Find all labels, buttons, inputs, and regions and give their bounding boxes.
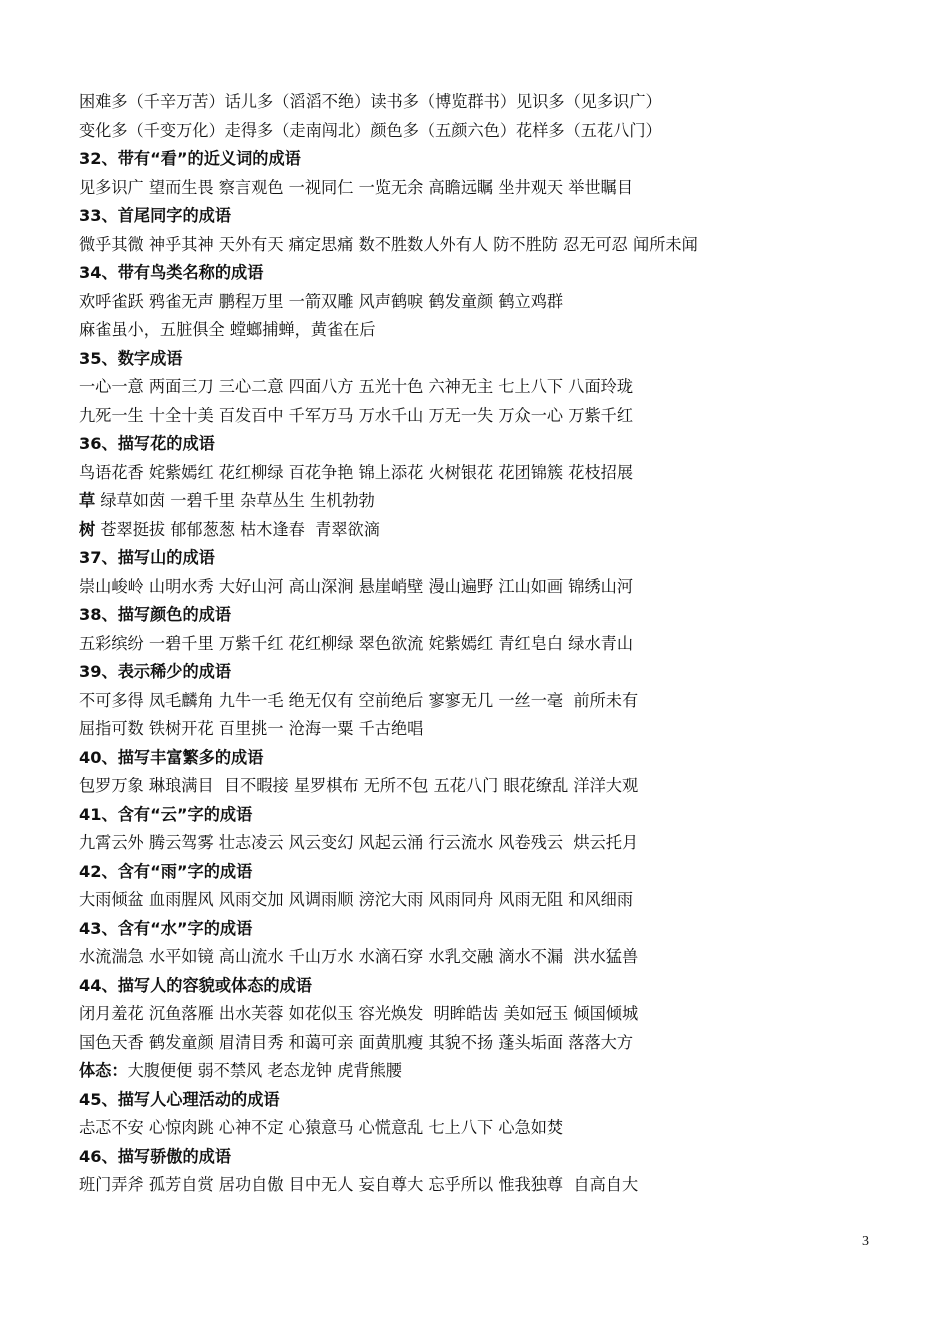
text-line: 不可多得 凤毛麟角 九牛一毛 绝无仅有 空前绝后 寥寥无几 一丝一毫 前所未有 <box>79 690 639 710</box>
line-text: 苍翠挺拔 郁郁葱葱 枯木逢春 青翠欲滴 <box>95 519 380 539</box>
text-line: 欢呼雀跃 鸦雀无声 鹏程万里 一箭双雕 风声鹤唳 鹤发童颜 鹤立鸡群 <box>79 291 564 311</box>
line-lead-label: 草 <box>79 491 96 510</box>
text-line <box>79 516 879 545</box>
section-heading: 37、描写山的成语 <box>79 548 215 567</box>
section-heading: 33、首尾同字的成语 <box>79 206 232 225</box>
text-line: 困难多（千辛万苦）话儿多（滔滔不绝）读书多（博览群书）见识多（见多识广） <box>79 92 662 111</box>
text-line: 一心一意 两面三刀 三心二意 四面八方 五光十色 六神无主 七上八下 八面玲珑 <box>79 377 634 396</box>
section-heading: 36、描写花的成语 <box>79 434 215 453</box>
section-heading: 32、带有“看”的近义词的成语 <box>79 149 301 168</box>
text-line: 忐忑不安 心惊肉跳 心神不定 心猿意马 心慌意乱 七上八下 心急如焚 <box>79 1118 564 1137</box>
line-lead-label: 树 <box>79 519 96 539</box>
text-line: 水流湍急 水平如镜 高山流水 千山万水 水滴石穿 水乳交融 滴水不漏 洪水猛兽 <box>79 947 639 966</box>
text-line: 大雨倾盆 血雨腥风 风雨交加 风调雨顺 滂沱大雨 风雨同舟 风雨无阻 和风细雨 <box>79 890 634 909</box>
line-text: 绿草如茵 一碧千里 杂草丛生 生机勃勃 <box>95 491 375 510</box>
section-heading: 42、含有“雨”字的成语 <box>79 861 253 881</box>
text-line: 国色天香 鹤发童颜 眉清目秀 和蔼可亲 面黄肌瘦 其貌不扬 蓬头垢面 落落大方 <box>79 1032 634 1052</box>
text-line: 九死一生 十全十美 百发百中 千军万马 万水千山 万无一失 万众一心 万紫千红 <box>79 405 634 425</box>
text-line: 变化多（千变万化）走得多（走南闯北）颜色多（五颜六色）花样多（五花八门） <box>79 120 662 140</box>
line-lead-label: 体态： <box>79 1061 128 1080</box>
text-line <box>79 1057 879 1086</box>
section-heading: 35、数字成语 <box>79 348 183 368</box>
text-line: 麻雀虽小，五脏俱全 螳螂捕蝉，黄雀在后 <box>79 320 376 339</box>
text-line: 包罗万象 琳琅满目 目不暇接 星罗棋布 无所不包 五花八门 眼花缭乱 洋洋大观 <box>79 776 639 795</box>
section-heading: 44、描写人的容貌或体态的成语 <box>79 975 312 995</box>
section-heading: 38、描写颜色的成语 <box>79 605 232 624</box>
line-text: 大腹便便 弱不禁风 老态龙钟 虎背熊腰 <box>127 1061 402 1080</box>
section-heading: 46、描写骄傲的成语 <box>79 1146 232 1166</box>
section-heading: 34、带有鸟类名称的成语 <box>79 263 264 282</box>
document-body <box>79 88 879 1200</box>
section-heading: 45、描写人心理活动的成语 <box>79 1089 280 1109</box>
text-line: 九霄云外 腾云驾雾 壮志凌云 风云变幻 风起云涌 行云流水 风卷残云 烘云托月 <box>79 833 639 852</box>
section-heading: 39、表示稀少的成语 <box>79 662 232 681</box>
text-line: 微乎其微 神乎其神 天外有天 痛定思痛 数不胜数人外有人 防不胜防 忍无可忍 闻所未闻 <box>79 234 698 254</box>
text-line: 闭月羞花 沉鱼落雁 出水芙蓉 如花似玉 容光焕发 明眸皓齿 美如冠玉 倾国倾城 <box>79 1004 639 1023</box>
section-heading: 43、含有“水”字的成语 <box>79 918 253 938</box>
text-line: 崇山峻岭 山明水秀 大好山河 高山深涧 悬崖峭壁 漫山遍野 江山如画 锦绣山河 <box>79 576 634 596</box>
text-line: 屈指可数 铁树开花 百里挑一 沧海一粟 千古绝唱 <box>79 719 424 738</box>
text-line: 见多识广 望而生畏 察言观色 一视同仁 一览无余 高瞻远瞩 坐井观天 举世瞩目 <box>79 177 634 197</box>
text-line: 班门弄斧 孤芳自赏 居功自傲 目中无人 妄自尊大 忘乎所以 惟我独尊 自高自大 <box>79 1175 639 1194</box>
text-line: 五彩缤纷 一碧千里 万紫千红 花红柳绿 翠色欲流 姹紫嫣红 青红皂白 绿水青山 <box>79 633 634 653</box>
section-heading: 40、描写丰富繁多的成语 <box>79 747 264 767</box>
section-heading: 41、含有“云”字的成语 <box>79 804 253 824</box>
text-line: 鸟语花香 姹紫嫣红 花红柳绿 百花争艳 锦上添花 火树银花 花团锦簇 花枝招展 <box>79 462 634 482</box>
page-number: 3 <box>862 1234 869 1249</box>
text-line <box>79 487 879 516</box>
